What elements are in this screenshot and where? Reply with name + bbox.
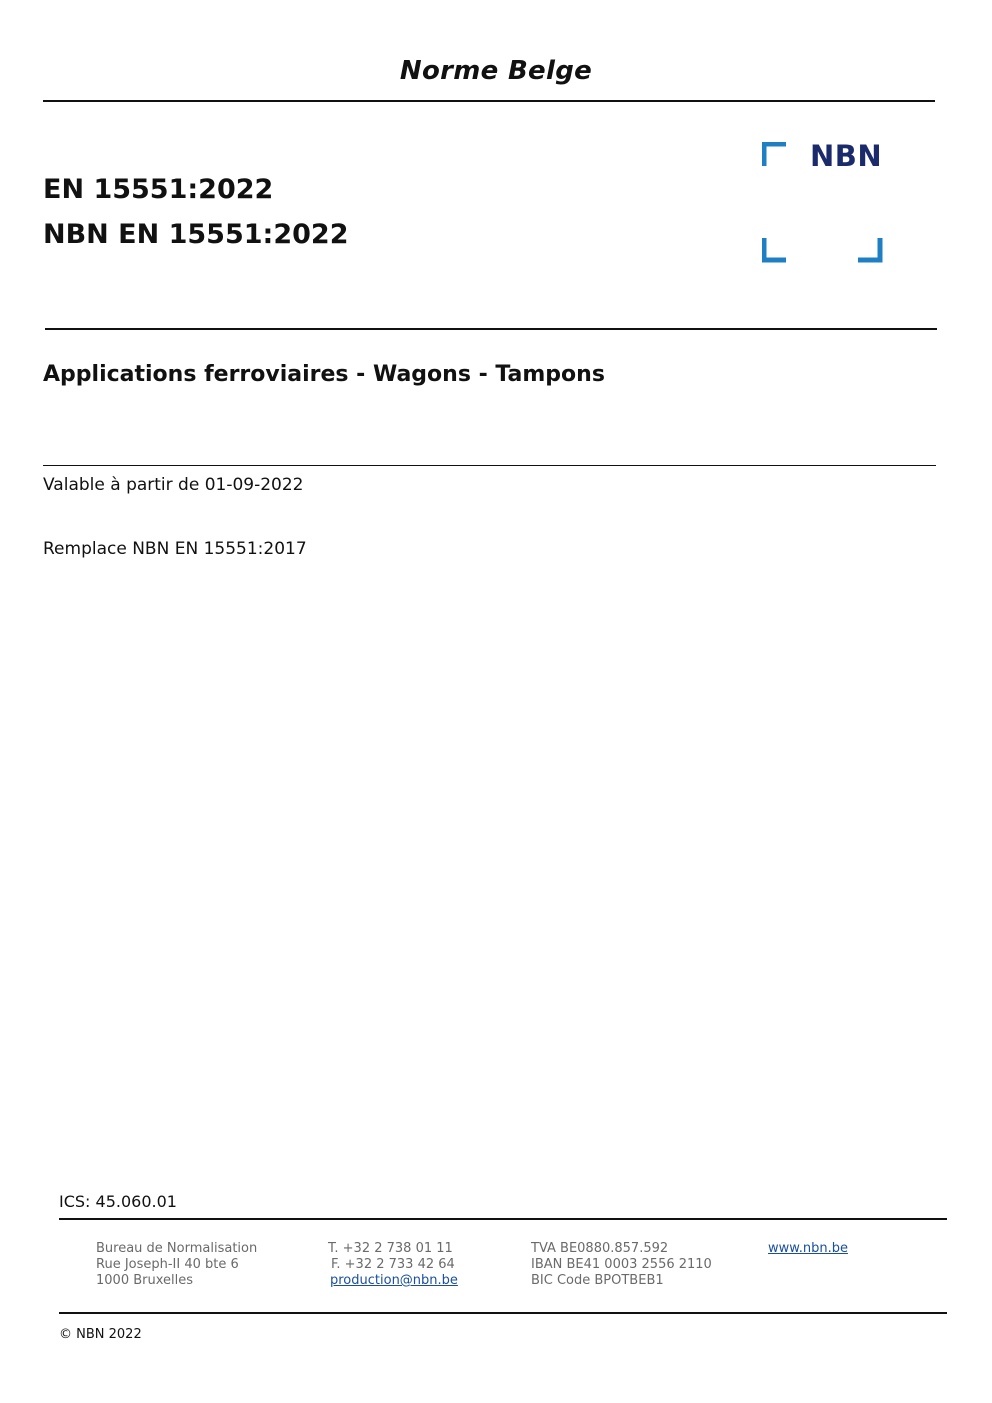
standard-code-nbn: NBN EN 15551:2022 xyxy=(43,219,349,250)
header-title: Norme Belge xyxy=(399,56,593,86)
contact-phone: T. +32 2 738 01 11 xyxy=(328,1241,453,1256)
address-line-2: Rue Joseph-II 40 bte 6 xyxy=(96,1257,239,1272)
replaces-note: Remplace NBN EN 15551:2017 xyxy=(43,539,307,559)
standard-code-en: EN 15551:2022 xyxy=(43,174,274,205)
nbn-logo xyxy=(762,139,886,264)
footer-contact xyxy=(328,1241,458,1289)
footer-divider-top xyxy=(59,1218,947,1220)
ics-code: ICS: 45.060.01 xyxy=(59,1192,177,1211)
address-line-3: 1000 Bruxelles xyxy=(96,1273,194,1288)
header-divider xyxy=(43,100,935,102)
title-divider-bottom xyxy=(43,465,936,466)
finance-bic: BIC Code BPOTBEB1 xyxy=(531,1273,664,1288)
logo-text: NBN xyxy=(810,139,883,173)
document-title: Applications ferroviaires - Wagons - Tampons xyxy=(43,362,605,387)
copyright: © NBN 2022 xyxy=(59,1327,142,1342)
finance-iban: IBAN BE41 0003 2556 2110 xyxy=(531,1257,712,1272)
address-line-1: Bureau de Normalisation xyxy=(96,1241,258,1256)
website-link[interactable]: www.nbn.be xyxy=(768,1241,848,1256)
footer-finance xyxy=(531,1241,712,1289)
footer-divider-bottom xyxy=(59,1312,947,1314)
contact-email-link[interactable]: production@nbn.be xyxy=(330,1273,458,1288)
footer-address xyxy=(96,1241,257,1289)
contact-fax: F. +32 2 733 42 64 xyxy=(331,1257,455,1272)
footer-website xyxy=(768,1241,848,1257)
finance-vat: TVA BE0880.857.592 xyxy=(531,1241,669,1256)
valid-from: Valable à partir de 01-09-2022 xyxy=(43,475,304,495)
title-divider-top xyxy=(45,328,937,330)
